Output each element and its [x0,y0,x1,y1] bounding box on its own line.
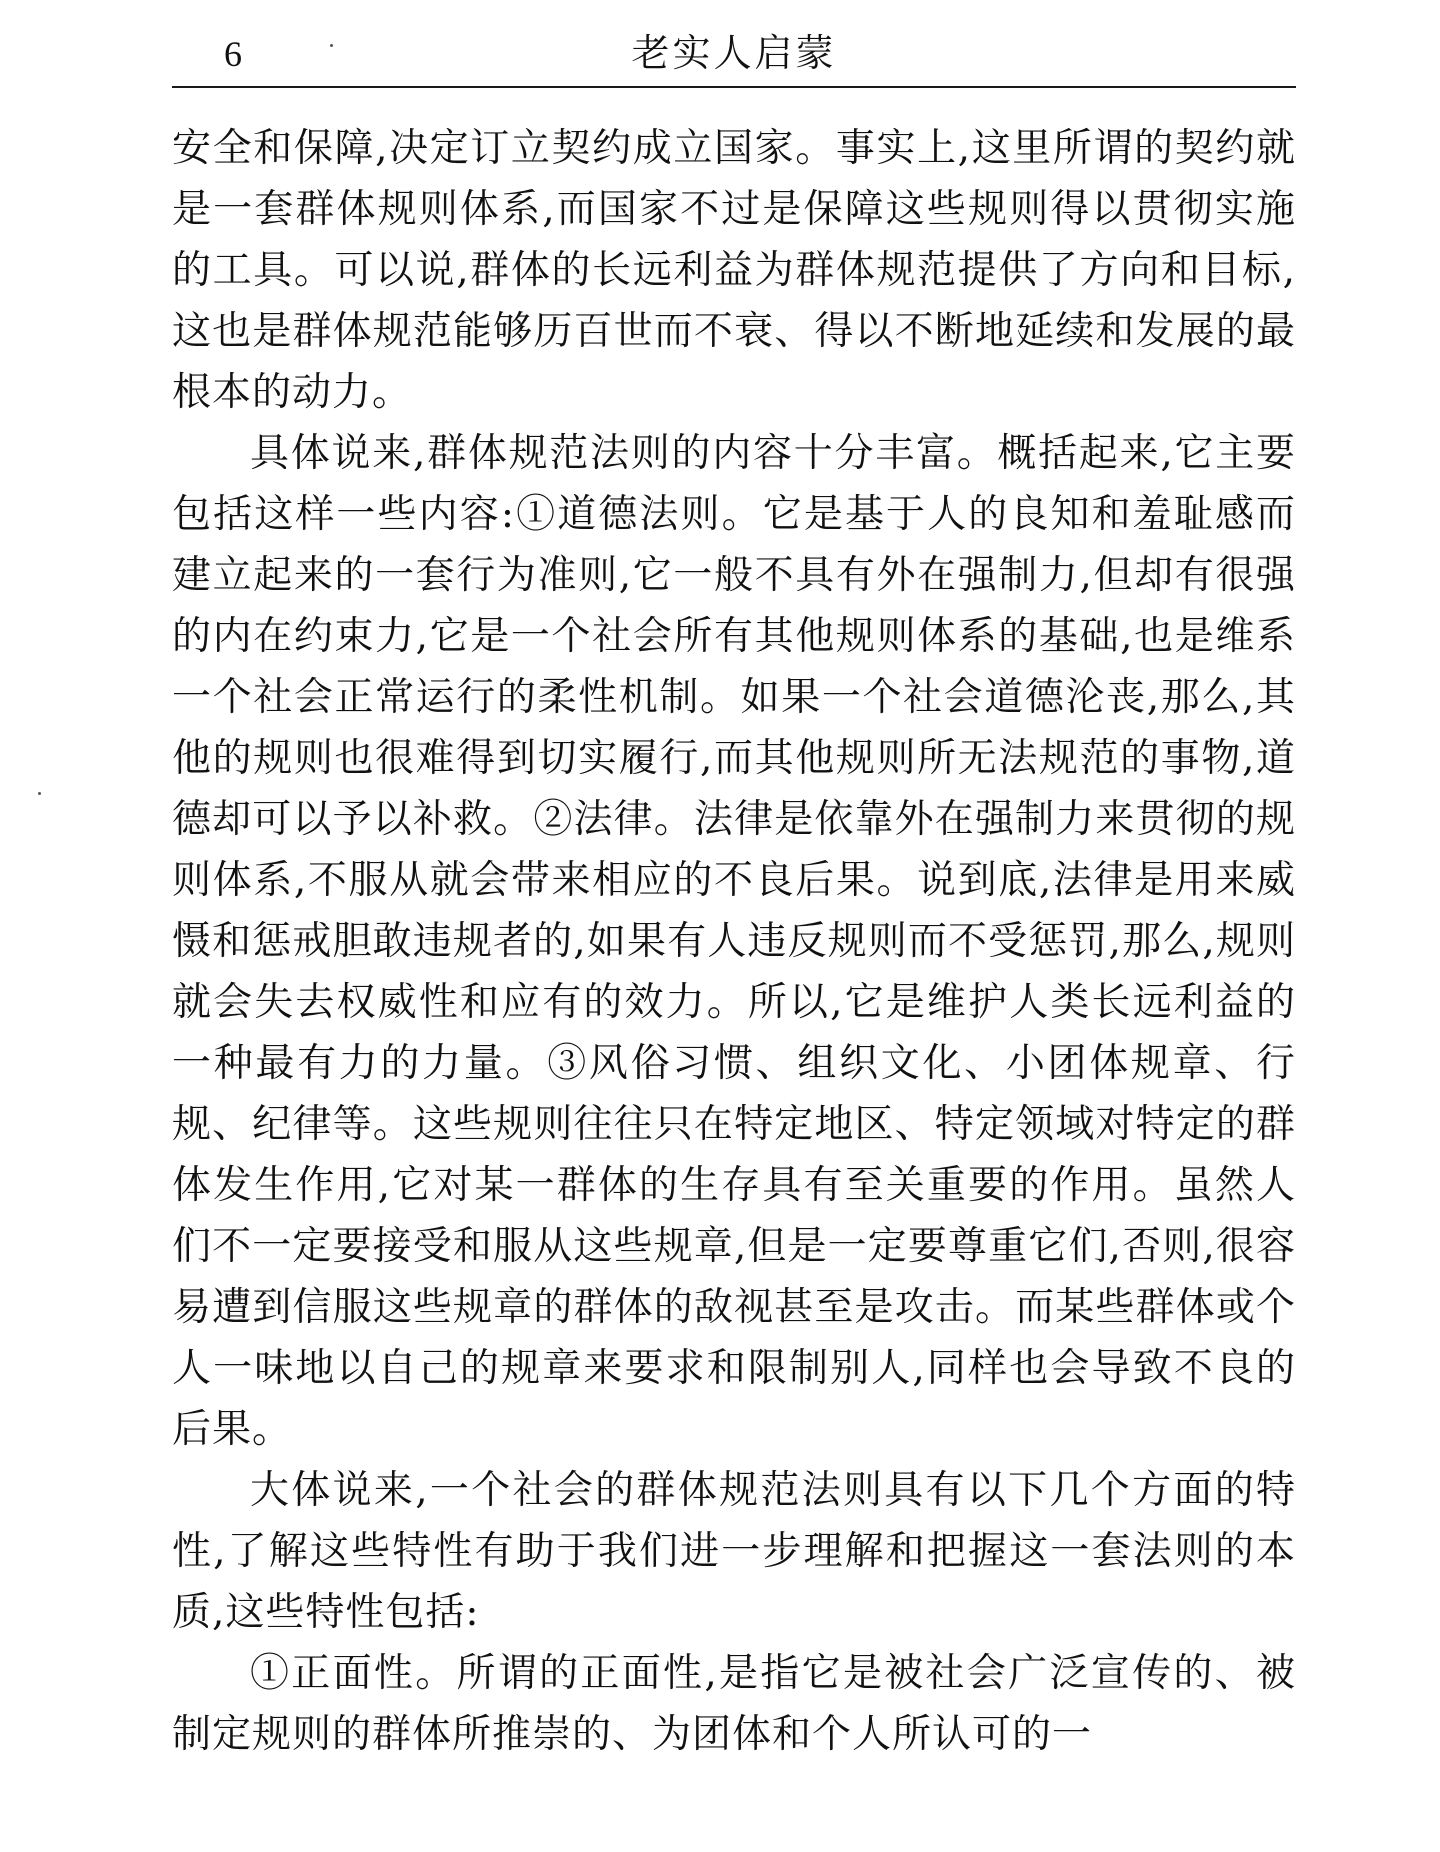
header-rule [172,86,1296,88]
scan-speck [38,792,41,795]
page-header [172,20,1296,90]
running-title: 老实人启蒙 [631,31,837,75]
scan-speck [330,44,333,47]
paragraph-1: 安全和保障,决定订立契约成立国家。事实上,这里所谓的契约就是一套群体规则体系,而国家不过是保障这些规则得以贯彻实施的工具。可以说,群体的长远利益为群体规范提供了方向和目标,这也是群体规范能够历百世而不衰、得以不断地延续和发展的最根本的动力。 [172,126,1296,415]
paragraph-3: 大体说来,一个社会的群体规范法则具有以下几个方面的特性,了解这些特性有助于我们进一步理解和把握这一套法则的本质,这些特性包括: [172,1468,1296,1635]
page-number: 6 [224,34,242,74]
body-text [172,118,1296,1765]
paragraph-2: 具体说来,群体规范法则的内容十分丰富。概括起来,它主要包括这样一些内容:①道德法则。它是基于人的良知和羞耻感而建立起来的一套行为准则,它一般不具有外在强制力,但却有很强的内在约束力,它是一个社会所有其他规则体系的基础,也是维系一个社会正常运行的柔性机制。如果一个社会道德沦丧,那么,其他的规则也很难得到切实履行,而其他规则所无法规范的事物,道德却可以予以补救。②法律。法律是依靠外在强制力来贯彻的规则体系,不服从就会带来相应的不良后果。说到底,法律是用来威慑和惩戒胆敢违规者的,如果有人违反规则而不受惩罚,那么,规则就会失去权威性和应有的效力。所以,它是维护人类长远利益的一种最有力的力量。③风俗习惯、组织文化、小团体规章、行规、纪律等。这些规则往往只在特定地区、特定领域对特定的群体发生作用,它对某一群体的生存具有至关重要的作用。虽然人们不一定要接受和服从这些规章,但是一定要尊重它们,否则,很容易遭到信服这些规章的群体的敌视甚至是攻击。而某些群体或个人一味地以自己的规章来要求和限制别人,同样也会导致不良的后果。 [172,431,1296,1452]
paragraph-4: ①正面性。所谓的正面性,是指它是被社会广泛宣传的、被制定规则的群体所推崇的、为团体和个人所认可的一 [172,1651,1296,1757]
